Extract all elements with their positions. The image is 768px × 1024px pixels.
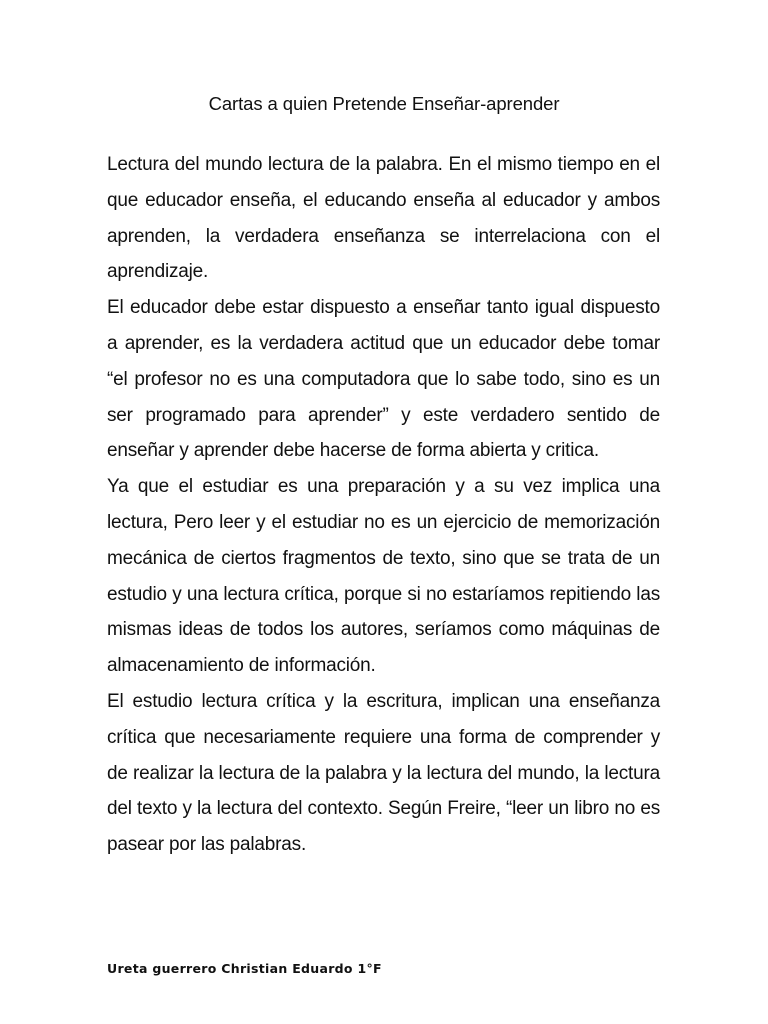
- document-body: [107, 147, 660, 863]
- paragraph-3: Ya que el estudiar es una preparación y a su vez implica una lectura, Pero leer y el estudiar no es un ejercicio de memorización mecánica de ciertos fragmentos de texto, sino que se trata de un estudio y una lectura crítica, porque si no estaríamos repitiendo las mismas ideas de todos los autores, seríamos como máquinas de almacenamiento de información.: [107, 476, 660, 677]
- document-title: Cartas a quien Pretende Enseñar-aprender: [208, 93, 560, 114]
- paragraph-4: El estudio lectura crítica y la escritura, implican una enseñanza crítica que necesariamente requiere una forma de comprender y de realizar la lectura de la palabra y la lectura del mundo, la lectura del texto y la lectura del contexto. Según Freire, “leer un libro no es pasear por las palabras.: [107, 690, 660, 856]
- paragraph-1: Lectura del mundo lectura de la palabra. En el mismo tiempo en el que educador enseña, el educando enseña al educador y ambos aprenden, la verdadera enseñanza se interrelaciona con el aprendizaje.: [107, 154, 660, 283]
- paragraph-2: El educador debe estar dispuesto a enseñar tanto igual dispuesto a aprender, es la verdadera actitud que un educador debe tomar “el profesor no es una computadora que lo sabe todo, sino es un ser programado para aprender” y este verdadero sentido de enseñar y aprender debe hacerse de forma abierta y critica.: [107, 297, 660, 462]
- author-line: Ureta guerrero Christian Eduardo 1°F: [107, 961, 382, 976]
